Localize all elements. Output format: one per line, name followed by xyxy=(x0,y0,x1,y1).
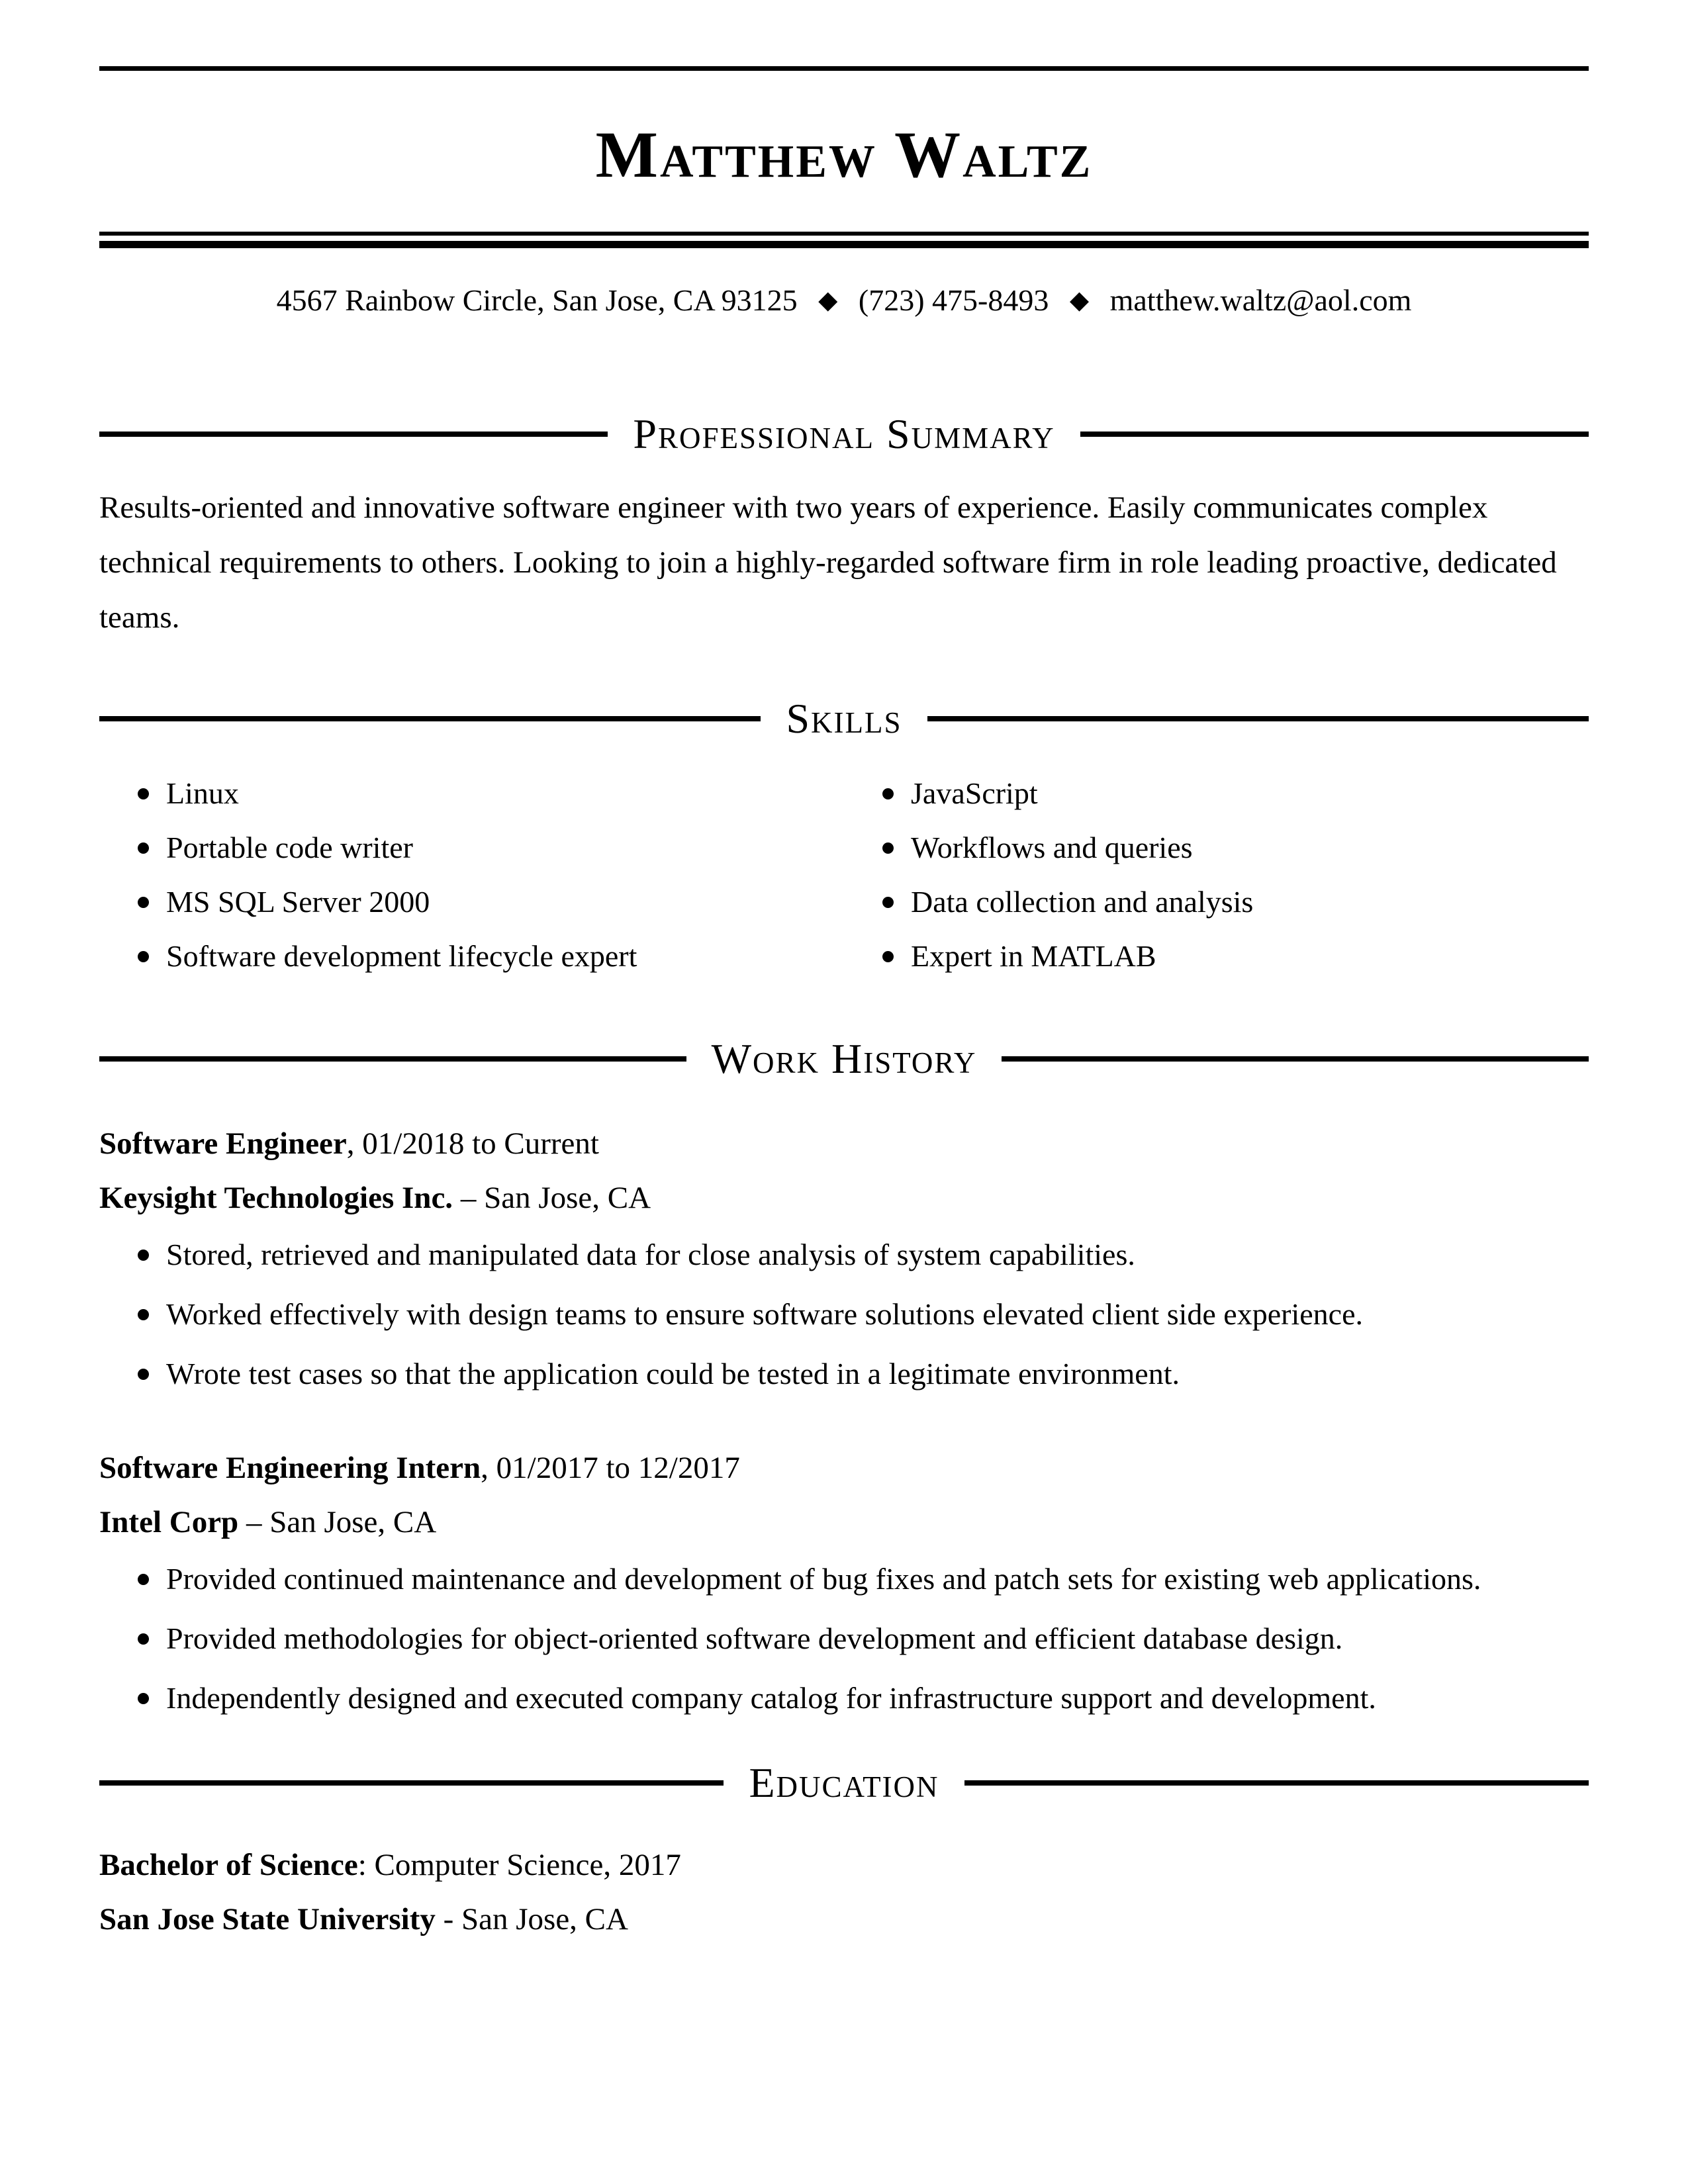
skills-column-right xyxy=(844,766,1589,983)
job-bullet-text: Provided continued maintenance and development of bug fixes and patch sets for existing web applications. xyxy=(166,1562,1481,1596)
header-divider-thin xyxy=(99,232,1589,236)
education-school-line xyxy=(99,1892,1589,1946)
skill-label: Portable code writer xyxy=(166,831,413,864)
skill-label: Linux xyxy=(166,776,239,810)
school-location: - San Jose, CA xyxy=(435,1902,628,1936)
heading-rule-right xyxy=(1080,432,1589,437)
job-dates: , 01/2017 to 12/2017 xyxy=(481,1451,740,1485)
section-title: Education xyxy=(749,1759,939,1806)
bullet-icon xyxy=(138,1250,149,1261)
bullet-icon xyxy=(882,842,894,854)
job-company-line xyxy=(99,1171,1589,1225)
job-bullet xyxy=(138,1668,1589,1728)
diamond-icon: ◆ xyxy=(818,287,838,314)
contact-line xyxy=(99,280,1589,323)
section-title: Work History xyxy=(711,1035,977,1082)
job-location: – San Jose, CA xyxy=(238,1505,437,1539)
skill-item xyxy=(138,875,844,929)
job-bullet xyxy=(138,1285,1589,1344)
bullet-icon xyxy=(138,842,149,854)
job-bullet-text: Provided methodologies for object-oriented software development and efficient database design. xyxy=(166,1621,1343,1655)
education-degree-line xyxy=(99,1838,1589,1892)
diamond-icon: ◆ xyxy=(1069,287,1090,314)
bullet-icon xyxy=(882,951,894,962)
skill-label: Data collection and analysis xyxy=(911,885,1254,919)
header-divider-thick xyxy=(99,241,1589,248)
degree: Bachelor of Science xyxy=(99,1848,358,1882)
resume-page xyxy=(99,0,1589,2184)
job-title: Software Engineering Intern xyxy=(99,1451,481,1485)
job-title: Software Engineer xyxy=(99,1126,347,1161)
skill-label: Software development lifecycle expert xyxy=(166,939,637,973)
bullet-icon xyxy=(138,897,149,908)
job-header xyxy=(99,1116,1589,1225)
skill-item xyxy=(882,875,1589,929)
bullet-icon xyxy=(138,1693,149,1704)
section-heading-skills xyxy=(99,692,1589,745)
bullet-icon xyxy=(138,1574,149,1585)
job-bullet-text: Worked effectively with design teams to ensure software solutions elevated client side experience. xyxy=(166,1297,1363,1331)
skill-item xyxy=(882,929,1589,983)
job-company: Keysight Technologies Inc. xyxy=(99,1181,453,1215)
job-bullet-text: Independently designed and executed company catalog for infrastructure support and development. xyxy=(166,1681,1376,1715)
job-bullet xyxy=(138,1549,1589,1609)
job-bullet xyxy=(138,1609,1589,1668)
person-name: Matthew Waltz xyxy=(595,118,1093,191)
job-company-line xyxy=(99,1495,1589,1549)
bullet-icon xyxy=(138,788,149,799)
contact-address: 4567 Rainbow Circle, San Jose, CA 93125 xyxy=(276,283,798,317)
section-title: Skills xyxy=(786,695,902,742)
section-heading-education xyxy=(99,1756,1589,1809)
degree-details: : Computer Science, 2017 xyxy=(357,1848,681,1882)
job-title-line xyxy=(99,1441,1589,1495)
section-heading-work-history xyxy=(99,1032,1589,1085)
heading-rule-left xyxy=(99,716,761,721)
skill-item xyxy=(882,766,1589,821)
job-location: – San Jose, CA xyxy=(453,1181,651,1215)
heading-rule-left xyxy=(99,1056,686,1062)
top-rule xyxy=(99,66,1589,71)
contact-phone: (723) 475-8493 xyxy=(858,283,1049,317)
skill-label: Workflows and queries xyxy=(911,831,1193,864)
summary-paragraph: Results-oriented and innovative software engineer with two years of experience. Easily communicates complex technical requirements to others. Looking to join a highly-regarded software firm in role leading proactive, dedicated teams. xyxy=(99,490,1557,635)
skill-label: Expert in MATLAB xyxy=(911,939,1156,973)
heading-rule-right xyxy=(927,716,1589,721)
skill-item xyxy=(138,821,844,875)
job-bullet-list xyxy=(99,1549,1589,1728)
job-company: Intel Corp xyxy=(99,1505,239,1539)
contact-email: matthew.waltz@aol.com xyxy=(1109,283,1412,317)
job-bullet-list xyxy=(99,1225,1589,1404)
skill-item xyxy=(138,766,844,821)
skill-label: MS SQL Server 2000 xyxy=(166,885,430,919)
section-heading-summary xyxy=(99,408,1589,461)
job-dates: , 01/2018 to Current xyxy=(346,1126,599,1161)
job-title-line xyxy=(99,1116,1589,1171)
education-block xyxy=(99,1838,1589,1946)
heading-rule-right xyxy=(964,1780,1589,1786)
skills-column-left xyxy=(99,766,844,983)
skill-label: JavaScript xyxy=(911,776,1038,810)
bullet-icon xyxy=(882,788,894,799)
section-title: Professional Summary xyxy=(633,410,1055,457)
job-bullet xyxy=(138,1344,1589,1404)
school: San Jose State University xyxy=(99,1902,436,1936)
skill-item xyxy=(138,929,844,983)
heading-rule-left xyxy=(99,432,608,437)
job-bullet-text: Wrote test cases so that the application could be tested in a legitimate environment. xyxy=(166,1357,1180,1390)
job-header xyxy=(99,1441,1589,1549)
job-bullet-text: Stored, retrieved and manipulated data for close analysis of system capabilities. xyxy=(166,1238,1135,1271)
job-bullet xyxy=(138,1225,1589,1285)
heading-rule-left xyxy=(99,1780,724,1786)
bullet-icon xyxy=(138,1633,149,1645)
skill-item xyxy=(882,821,1589,875)
bullet-icon xyxy=(138,1369,149,1380)
bullet-icon xyxy=(138,951,149,962)
skills-list xyxy=(99,766,1589,983)
bullet-icon xyxy=(882,897,894,908)
bullet-icon xyxy=(138,1309,149,1320)
heading-rule-right xyxy=(1002,1056,1589,1062)
